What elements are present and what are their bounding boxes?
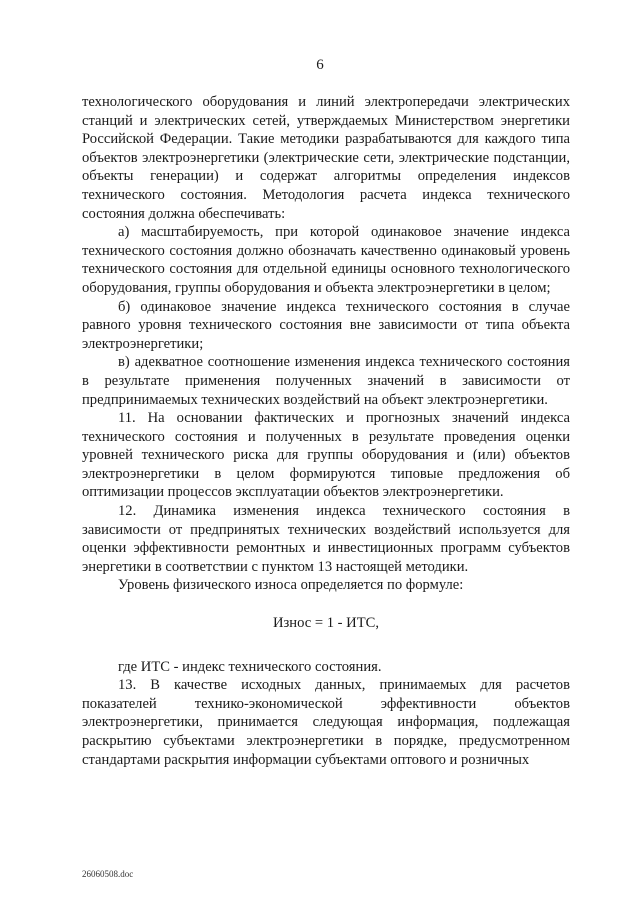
- formula-intro: Уровень физического износа определяется по формуле:: [118, 577, 464, 594]
- file-name-footer: 26060508.doc: [82, 869, 134, 879]
- document-body: [82, 93, 570, 769]
- list-item-b: б) одинаковое значение индекса технического состояния в случае равного уровня технического состояния вне зависимости от типа объекта электроэнергетики;: [82, 298, 570, 352]
- clause-11: 11. На основании фактических и прогнозных значений индекса технического состояния и полученных в результате проведения оценки уровней технического риска для группы оборудования и (или) объектов электроэнергетики в целом формируются типовые предложения об оптимизации процессов эксплуатации объектов электроэнергетики.: [82, 410, 570, 501]
- clause-13: 13. В качестве исходных данных, принимаемых для расчетов показателей технико-экономической эффективности объектов электроэнергетики, принимается следующая информация, подлежащая раскрытию субъектами электроэнергетики в порядке, предусмотренном стандартами раскрытия информации субъектами оптового и розничных: [82, 677, 570, 768]
- formula-legend: где ИТС - индекс технического состояния.: [118, 658, 382, 675]
- list-item-v: в) адекватное соотношение изменения индекса технического состояния в результате применения полученных значений в зависимости от предпринимаемых технических воздействий на объект электроэнергетики.: [82, 354, 570, 408]
- list-item-a: а) масштабируемость, при которой одинаковое значение индекса технического состояния должно обозначать качественно одинаковый уровень технического состояния для отдельной единицы основного технологического оборудования, группы оборудования и объекта электроэнергетики в целом;: [82, 224, 570, 296]
- paragraph-continuation: технологического оборудования и линий электропередачи электрических станций и электрических сетей, утверждаемых Министерством энергетики Российской Федерации. Такие методики разрабатываются для каждого типа объектов электроэнергетики (электрические сети, электрические подстанции, объекты генерации) и содержат алгоритмы определения индексов технического состояния. Методология расчета индекса технического состояния должна обеспечивать:: [82, 94, 570, 222]
- clause-12: 12. Динамика изменения индекса технического состояния в зависимости от предпринятых технических воздействий используется для оценки эффективности ремонтных и инвестиционных программ субъектов энергетики в соответствии с пунктом 13 настоящей методики.: [82, 503, 570, 575]
- page-number: 6: [316, 57, 324, 73]
- wear-formula: Износ = 1 - ИТС,: [272, 615, 380, 632]
